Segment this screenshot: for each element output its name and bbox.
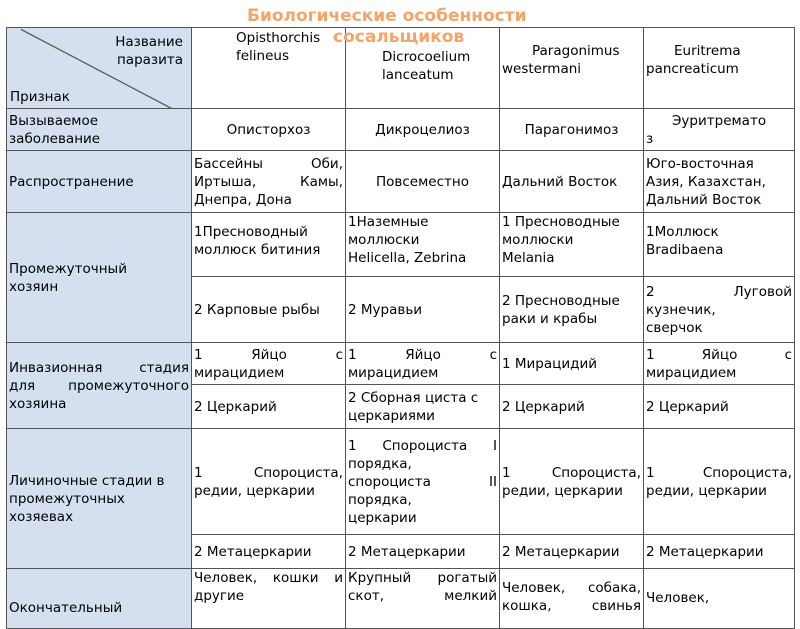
disease-euritrema: Эуритремато з [644, 109, 795, 151]
invasive-1-euritrema: 1 Яйцо с мирацидием [644, 343, 795, 385]
row-label-intermediate-host: Промежуточный хозяин [7, 213, 192, 343]
species-header-opisthorchis: Opisthorchis felineus [192, 28, 346, 109]
table-row-invasive-1 [7, 343, 795, 385]
larval-2-dicrocoelium: 2 Метацеркарии [346, 535, 500, 569]
intermediate-1-euritrema: 1Моллюск Bradibaena [644, 213, 795, 277]
feature-label: Признак [10, 89, 70, 105]
disease-opisthorchis: Описторхоз [192, 109, 346, 151]
table-header-row [7, 28, 795, 109]
intermediate-2-euritrema: 2 Луговой кузнечик, сверчок [644, 277, 795, 343]
row-label-final-host: Окончательный [7, 569, 192, 629]
table-row-intermediate-1 [7, 213, 795, 277]
table-row-disease [7, 109, 795, 151]
larval-2-paragonimus: 2 Метацеркарии [500, 535, 644, 569]
invasive-2-dicrocoelium: 2 Сборная циста с церкариями [346, 385, 500, 429]
invasive-1-paragonimus: 1 Мирацидий [500, 343, 644, 385]
table-row-larval-1 [7, 429, 795, 535]
disease-dicrocoelium: Дикроцелиоз [346, 109, 500, 151]
row-label-disease: Вызываемое заболевание [7, 109, 192, 151]
species-header-paragonimus: Paragonimus westermani [500, 28, 644, 109]
intermediate-2-opisthorchis: 2 Карповые рыбы [192, 277, 346, 343]
larval-2-euritrema: 2 Метацеркарии [644, 535, 795, 569]
biology-table [6, 27, 795, 629]
larval-1-dicrocoelium: 1 Спороциста I порядка, спороциста II порядка, церкарии [346, 429, 500, 535]
parasite-name-label: Название паразита [115, 34, 183, 68]
distribution-opisthorchis: Бассейны Оби, Иртыша, Камы, Днепра, Дона [192, 151, 346, 213]
larval-2-opisthorchis: 2 Метацеркарии [192, 535, 346, 569]
final-paragonimus: Человек, собака, кошка, свинья [500, 569, 644, 629]
invasive-1-dicrocoelium: 1 Яйцо с мирацидием [346, 343, 500, 385]
invasive-2-euritrema: 2 Церкарий [644, 385, 795, 429]
species-header-euritrema: Euritrema pancreaticum [644, 28, 795, 109]
intermediate-1-dicrocoelium: 1Наземные моллюски Helicella, Zebrina [346, 213, 500, 277]
intermediate-2-paragonimus: 2 Пресноводные раки и крабы [500, 277, 644, 343]
table-row-final-host [7, 569, 795, 629]
disease-paragonimus: Парагонимоз [500, 109, 644, 151]
larval-1-paragonimus: 1 Спороциста, редии, церкарии [500, 429, 644, 535]
final-dicrocoelium: Крупный рогатый скот, мелкий [346, 569, 500, 629]
intermediate-1-paragonimus: 1 Пресноводные моллюски Melania [500, 213, 644, 277]
page-title-line-2: сосальщиков [333, 27, 465, 47]
species-header-dicrocoelium: Dicrocoelium lanceatum [346, 28, 500, 109]
larval-1-euritrema: 1 Спороциста, редии, церкарии [644, 429, 795, 535]
distribution-dicrocoelium: Повсеместно [346, 151, 500, 213]
row-label-invasive-stage: Инвазионная стадия для промежуточного хозяина [7, 343, 192, 429]
final-euritrema: Человек, [644, 569, 795, 629]
invasive-2-paragonimus: 2 Церкарий [500, 385, 644, 429]
page-title-line-1: Биологические особенности [247, 6, 527, 26]
larval-1-opisthorchis: 1 Спороциста, редии, церкарии [192, 429, 346, 535]
table-row-distribution [7, 151, 795, 213]
intermediate-2-dicrocoelium: 2 Муравьи [346, 277, 500, 343]
corner-header-cell [7, 28, 192, 109]
invasive-2-opisthorchis: 2 Церкарий [192, 385, 346, 429]
intermediate-1-opisthorchis: 1Пресноводный моллюск битиния [192, 213, 346, 277]
invasive-1-opisthorchis: 1 Яйцо с мирацидием [192, 343, 346, 385]
distribution-paragonimus: Дальний Восток [500, 151, 644, 213]
distribution-euritrema: Юго-восточная Азия, Казахстан, Дальний Восток [644, 151, 795, 213]
row-label-distribution: Распространение [7, 151, 192, 213]
final-opisthorchis: Человек, кошки и другие [192, 569, 346, 629]
row-label-larval-stages: Личиночные стадии в промежуточных хозяевах [7, 429, 192, 569]
